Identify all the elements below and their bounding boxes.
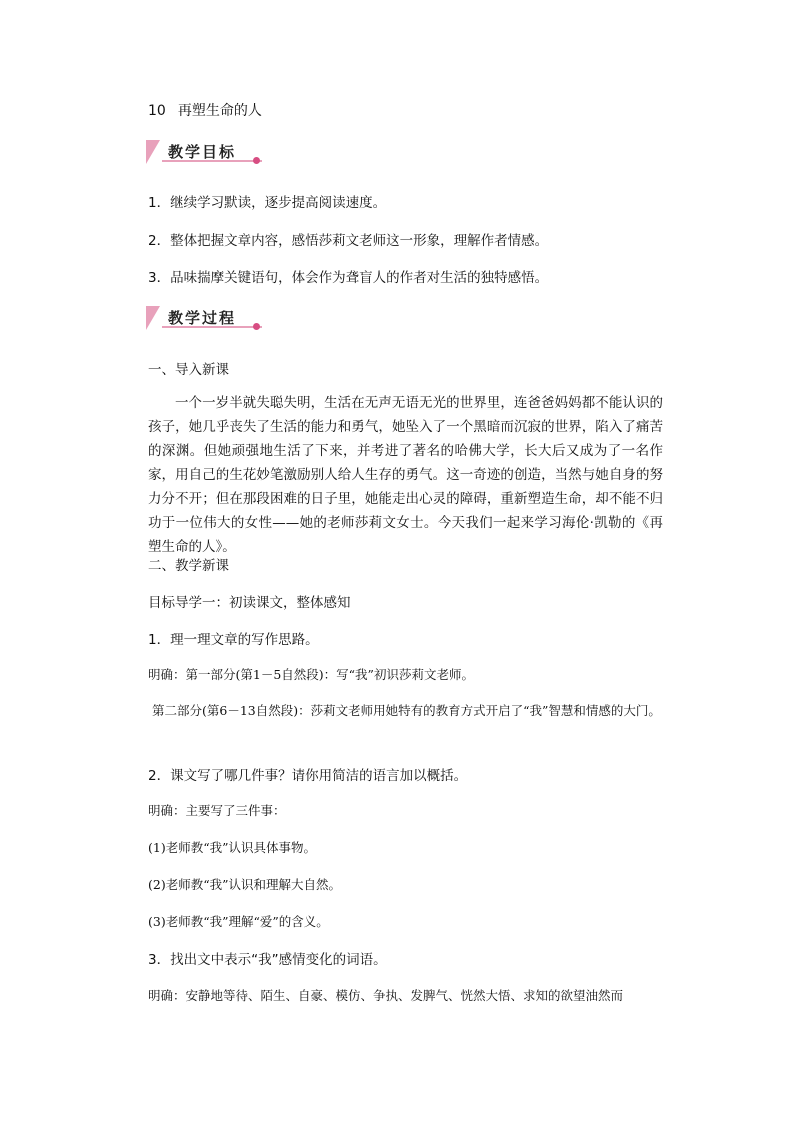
goal-item: 2．整体把握文章内容，感悟莎莉文老师这一形象，理解作者情感。	[148, 233, 549, 249]
page-title	[148, 100, 262, 120]
answer: 明确：第一部分(第1－5自然段)：写“我”初识莎莉文老师。	[148, 667, 474, 682]
lesson-title: 再塑生命的人	[177, 103, 262, 119]
intro-paragraph: 一个一岁半就失聪失明，生活在无声无语无光的世界里，连爸爸妈妈都不能认识的孩子，她几乎丧失了生活的能力和勇气，她坠入了一个黑暗而沉寂的世界，陷入了痛苦的深渊。但她顽强地生活了下来，并考进了著名的哈佛大学，长大后又成为了一名作家，用自己的生花妙笔激励别人给人生存的勇气。这一奇迹的创造，当然与她自身的努力分不开；但在那段困难的日子里，她能走出心灵的障碍，重新塑造生命，却不能不归功于一位伟大的女性——她的老师莎莉文女士。今天我们一起来学习海伦·凯勒的《再塑生命的人》。	[148, 395, 663, 555]
lesson-number: 10	[148, 103, 166, 119]
section-badge-goals	[146, 140, 262, 166]
section-heading: 一、导入新课	[148, 362, 229, 378]
answer: 明确：主要写了三件事：	[148, 803, 286, 818]
section-heading: 二、教学新课	[148, 558, 229, 574]
section-badge-process	[146, 306, 262, 332]
dot-decoration	[253, 157, 260, 164]
question: 1．理一理文章的写作思路。	[148, 632, 319, 648]
answer-continued: 第二部分(第6－13自然段)：莎莉文老师用她特有的教育方式开启了“我”智慧和情感的大门。	[152, 703, 661, 718]
question: 2．课文写了哪几件事？请你用简洁的语言加以概括。	[148, 768, 468, 784]
list-item: (2)老师教“我”认识和理解大自然。	[148, 877, 341, 892]
goal-item: 3．品味揣摩关键语句，体会作为聋盲人的作者对生活的独特感悟。	[148, 270, 549, 286]
question: 3．找出文中表示“我”感情变化的词语。	[148, 952, 387, 968]
section-label: 教学过程	[168, 309, 237, 327]
answer: 明确：安静地等待、陌生、自豪、模仿、争执、发脾气、恍然大悟、求知的欲望油然而	[148, 988, 624, 1003]
list-item: (3)老师教“我”理解“爱”的含义。	[148, 914, 329, 929]
section-label: 教学目标	[168, 143, 237, 161]
dot-decoration	[253, 323, 260, 330]
guide-heading: 目标导学一：初读课文，整体感知	[148, 595, 351, 611]
goal-item: 1．继续学习默读，逐步提高阅读速度。	[148, 195, 387, 211]
list-item: (1)老师教“我”认识具体事物。	[148, 840, 316, 855]
